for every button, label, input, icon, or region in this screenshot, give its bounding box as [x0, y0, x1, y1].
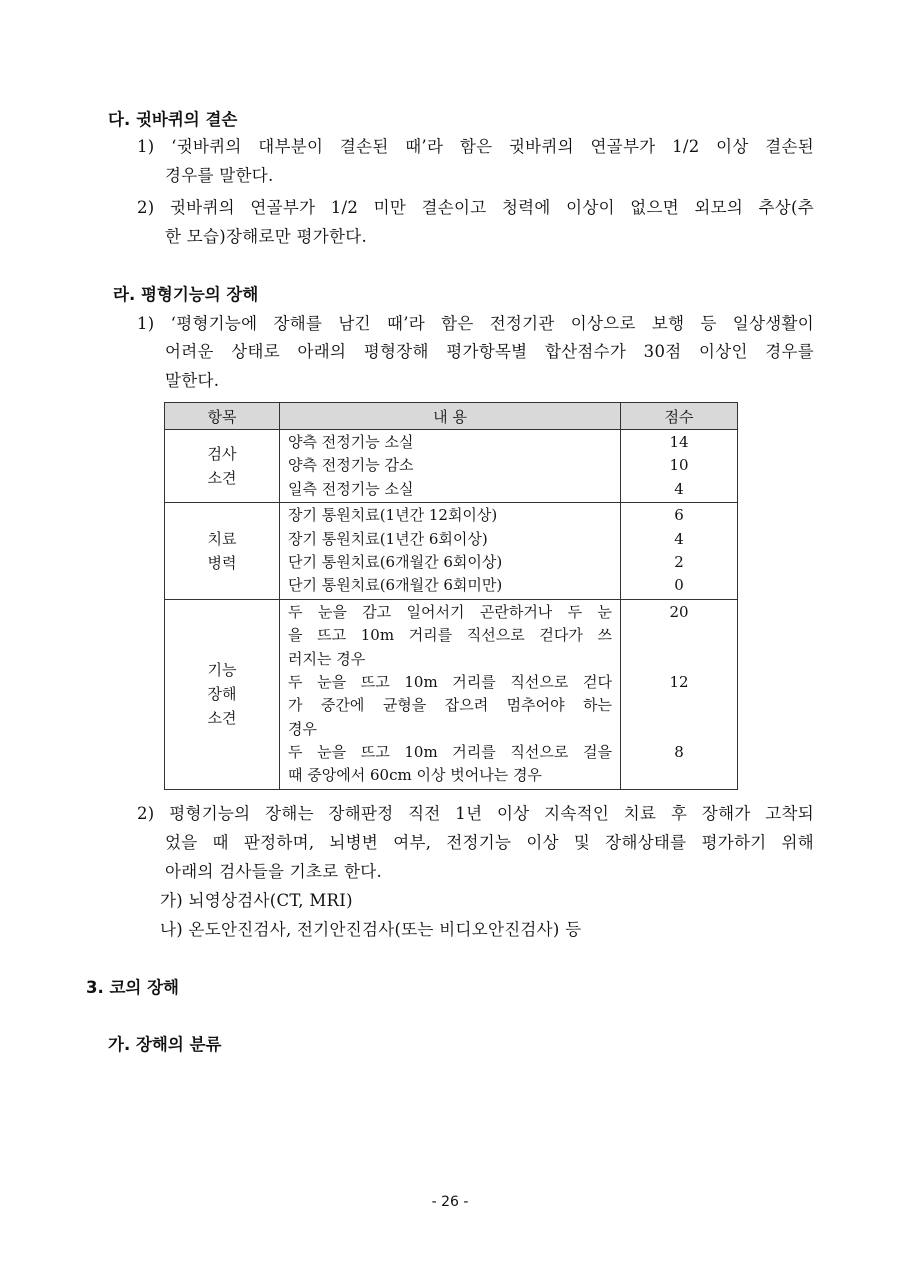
- category-label: 소견: [207, 469, 237, 488]
- table-row: [165, 430, 738, 503]
- paragraph-line: 었을 때 판정하며, 뇌병변 여부, 전정기능 이상 및 장해상태를 평가하기 위해: [165, 833, 814, 852]
- content-text: 양측 전정기능 감소: [288, 456, 414, 475]
- sub-item-ga: 가) 뇌영상검사(CT, MRI): [160, 891, 353, 910]
- category-label: 치료: [207, 529, 237, 548]
- section-heading-ra: 라. 평형기능의 장해: [113, 285, 259, 304]
- column-header-item: 항목: [165, 403, 280, 430]
- paragraph-line: 2) 귓바퀴의 연골부가 1/2 미만 결손이고 청력에 이상이 없으면 외모의 추상(추: [137, 198, 814, 217]
- section-heading-3-ga: 가. 장해의 분류: [108, 1035, 222, 1054]
- score-cell: [621, 430, 738, 503]
- content-text: 두 눈을 감고 일어서기 곤란하거나 두 눈: [288, 602, 612, 621]
- category-cell: [165, 503, 280, 600]
- content-text: 가 중간에 균형을 잡으려 멈추어야 하는: [288, 696, 612, 715]
- paragraph-line: 경우를 말한다.: [165, 166, 274, 185]
- content-cell: [280, 503, 621, 600]
- score-cell: [621, 599, 738, 789]
- content-text: 양측 전정기능 소실: [288, 433, 414, 451]
- content-text: 두 눈을 뜨고 10m 거리를 직선으로 걷다: [288, 672, 612, 691]
- content-text: 때 중앙에서 60cm 이상 벗어나는 경우: [288, 766, 542, 785]
- paragraph-line: 말한다.: [165, 371, 220, 390]
- paragraph-line: 아래의 검사들을 기초로 한다.: [165, 862, 383, 881]
- sub-item-na: 나) 온도안진검사, 전기안진검사(또는 비디오안진검사) 등: [160, 920, 582, 939]
- category-cell: [165, 430, 280, 503]
- paragraph-line: 1) ‘평형기능에 장해를 남긴 때’라 함은 전정기관 이상으로 보행 등 일상생활이: [137, 314, 814, 333]
- paragraph-line: 어려운 상태로 아래의 평형장해 평가항목별 합산점수가 30점 이상인 경우를: [165, 342, 814, 361]
- content-text: 장기 통원치료(1년간 6회이상): [288, 529, 488, 548]
- category-label: 소견: [207, 709, 237, 728]
- category-cell: [165, 599, 280, 789]
- content-cell: [280, 599, 621, 789]
- balance-evaluation-table: [164, 402, 738, 790]
- score-value: 4: [674, 529, 684, 548]
- category-label: 검사: [207, 445, 237, 464]
- score-value: 10: [669, 456, 689, 475]
- content-cell: [280, 430, 621, 503]
- table-row: [165, 599, 738, 789]
- content-text: 을 뜨고 10m 거리를 직선으로 걷다가 쓰: [288, 626, 612, 645]
- score-value: 0: [674, 576, 684, 595]
- score-value: 14: [669, 433, 689, 451]
- category-label: 병력: [207, 553, 237, 572]
- page-number: - 26 -: [431, 1194, 469, 1210]
- score-value: 20: [669, 602, 689, 621]
- content-text: 일측 전정기능 소실: [288, 479, 414, 498]
- content-text: 단기 통원치료(6개월간 6회미만): [288, 576, 503, 595]
- score-value: 8: [674, 743, 684, 762]
- section-heading-3: 3. 코의 장해: [86, 978, 179, 997]
- column-header-score: 점수: [621, 403, 738, 430]
- content-text: 러지는 경우: [288, 649, 366, 668]
- table-header-row: [165, 403, 738, 430]
- table-row: [165, 503, 738, 600]
- paragraph-line: 1) ‘귓바퀴의 대부분이 결손된 때’라 함은 귓바퀴의 연골부가 1/2 이상 결손된: [137, 137, 814, 156]
- score-value: 6: [674, 506, 684, 525]
- column-header-content: 내 용: [280, 403, 621, 430]
- paragraph-line: 2) 평형기능의 장해는 장해판정 직전 1년 이상 지속적인 치료 후 장해가 고착되: [137, 804, 814, 823]
- content-text: 장기 통원치료(1년간 12회이상): [288, 506, 498, 525]
- section-heading-da: 다. 귓바퀴의 결손: [108, 110, 238, 129]
- paragraph-line: 한 모습)장해로만 평가한다.: [165, 227, 368, 246]
- content-text: 단기 통원치료(6개월간 6회이상): [288, 552, 503, 571]
- score-value: 4: [674, 479, 684, 498]
- score-value: 12: [669, 672, 689, 691]
- content-text: 두 눈을 뜨고 10m 거리를 직선으로 걸을: [288, 743, 612, 762]
- score-cell: [621, 503, 738, 600]
- content-text: 경우: [288, 719, 317, 738]
- score-value: 2: [674, 552, 684, 571]
- category-label: 장해: [207, 685, 237, 704]
- category-label: 기능: [207, 661, 237, 680]
